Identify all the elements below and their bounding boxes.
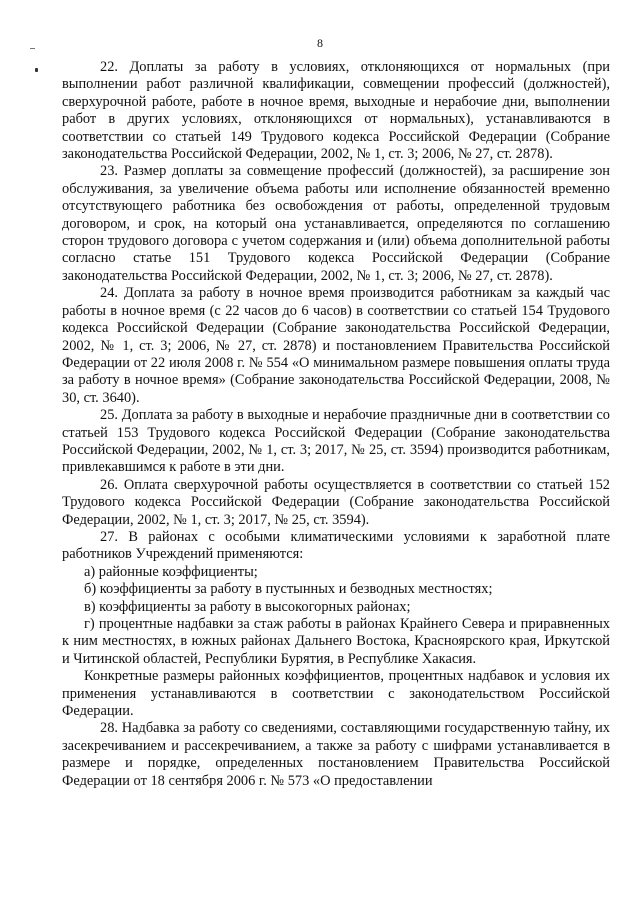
paragraph-23: 23. Размер доплаты за совмещение профессий (должностей), за расширение зон обслуживания, за увеличение объема работы или исполнение обязанностей временно отсутствующего работника без освобождения от работы, определенной трудовым договором, и срок, на который она устанавливается, определяются по соглашению сторон трудового договора с учетом содержания и (или) объема дополнительной работы согласно статье 151 Трудового кодекса Российской Федерации (Собрание законодательства Российской Федерации, 2002, № 1, ст. 3; 2006, № 27, ст. 2878).	[62, 163, 610, 284]
list-item-d: г) процентные надбавки за стаж работы в районах Крайнего Севера и приравненных к ним местностях, в южных районах Дальнего Востока, Красноярского края, Иркутской и Читинской областей, Республики Бурятия, в Республике Хакасия.	[62, 616, 610, 667]
list-item-c: в) коэффициенты за работу в высокогорных районах;	[84, 598, 411, 615]
margin-dot	[35, 68, 38, 72]
paragraph-27: 27. В районах с особыми климатическими условиями к заработной плате работников Учреждений применяются:	[62, 528, 610, 563]
document-body	[62, 59, 610, 790]
list-item-b: б) коэффициенты за работу в пустынных и безводных местностях;	[84, 581, 493, 598]
paragraph-28: 28. Надбавка за работу со сведениями, составляющими государственную тайну, их засекречиванием и рассекречиванием, а также за работу с шифрами устанавливается в размере и порядке, определенных постановлением Правительства Российской Федерации от 18 сентября 2006 г. № 573 «О предоставлении	[62, 720, 610, 789]
page-number: 8	[317, 36, 323, 50]
paragraph-25: 25. Доплата за работу в выходные и нерабочие праздничные дни в соответствии со статьей 153 Трудового кодекса Российской Федерации (Собрание законодательства Российской Федерации, 2002, № 1, ст. 3; 2017, № 25, ст. 3594) производится работникам, привлекавшимся к работе в эти дни.	[62, 407, 610, 476]
paragraph-24: 24. Доплата за работу в ночное время производится работникам за каждый час работы в ночное время (с 22 часов до 6 часов) в соответствии со статьей 154 Трудового кодекса Российской Федерации (Собрание законодательства Российской Федерации, 2002, № 1, ст. 3; 2006, № 27, ст. 2878) и постановлением Правительства Российской Федерации от 22 июля 2008 г. № 554 «О минимальном размере повышения оплаты труда за работу в ночное время» (Собрание законодательства Российской Федерации, 2008, № 30, ст. 3640).	[62, 285, 610, 406]
paragraph-26: 26. Оплата сверхурочной работы осуществляется в соответствии со статьей 152 Трудового кодекса Российской Федерации (Собрание законодательства Российской Федерации, 2002, № 1, ст. 3; 2017, № 25, ст. 3594).	[62, 476, 610, 528]
paragraph-27-note: Конкретные размеры районных коэффициентов, процентных надбавок и условия их применения устанавливаются в соответствии с законодательством Российской Федерации.	[62, 668, 610, 720]
paragraph-22: 22. Доплаты за работу в условиях, отклоняющихся от нормальных (при выполнении работ различной квалификации, совмещении профессий (должностей), сверхурочной работе, работе в ночное время, выходные и нерабочие дни, выполнении работ в других условиях, отклоняющихся от нормальных), устанавливаются в соответствии со статьей 149 Трудового кодекса Российской Федерации (Собрание законодательства Российской Федерации, 2002, № 1, ст. 3; 2006, № 27, ст. 2878).	[62, 59, 610, 163]
list-item-a: а) районные коэффициенты;	[84, 563, 258, 580]
